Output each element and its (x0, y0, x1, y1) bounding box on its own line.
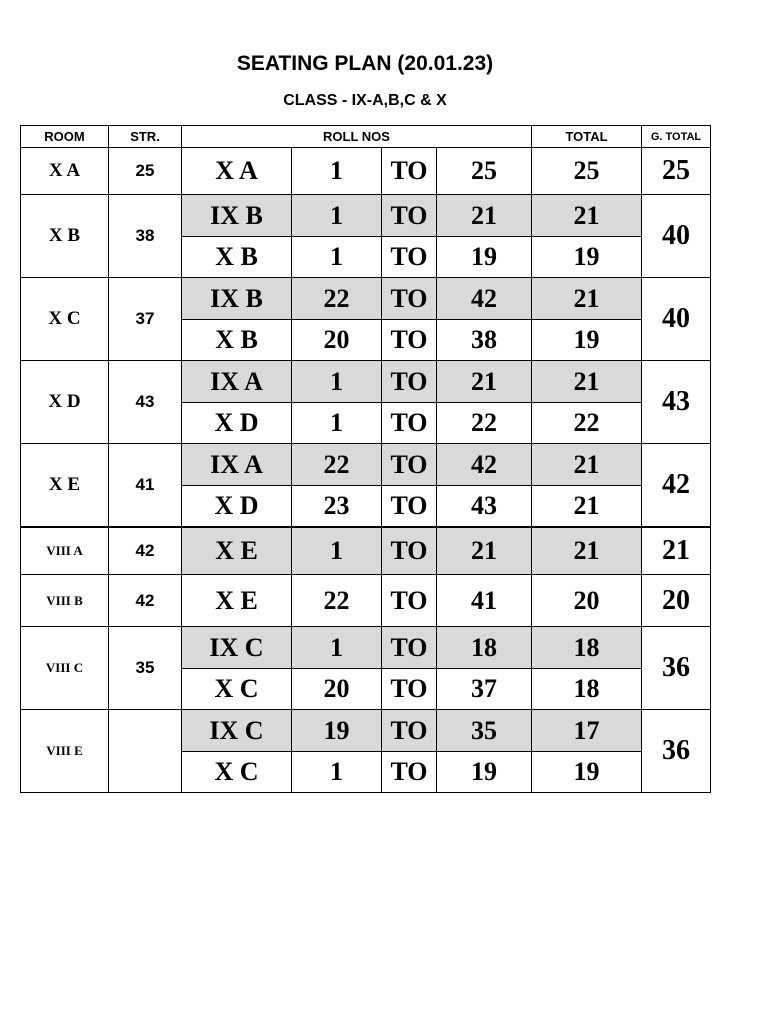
roll-to-cell: 38 (437, 320, 532, 361)
class-cell: X E (182, 575, 292, 627)
class-cell: X E (182, 527, 292, 575)
table-row (21, 527, 711, 575)
to-cell: TO (382, 627, 437, 669)
class-cell: IX A (182, 361, 292, 403)
roll-from-cell: 22 (292, 278, 382, 320)
class-cell: IX A (182, 444, 292, 486)
to-cell: TO (382, 669, 437, 710)
to-cell: TO (382, 444, 437, 486)
roll-from-cell: 1 (292, 361, 382, 403)
class-cell: X C (182, 669, 292, 710)
strength-cell: 41 (109, 444, 182, 528)
grand-total-cell: 36 (642, 627, 711, 710)
grand-total-cell: 21 (642, 527, 711, 575)
strength-cell: 37 (109, 278, 182, 361)
table-row (21, 195, 711, 237)
table-row (21, 361, 711, 403)
to-cell: TO (382, 278, 437, 320)
total-cell: 25 (532, 148, 642, 195)
roll-to-cell: 37 (437, 669, 532, 710)
roll-from-cell: 23 (292, 486, 382, 528)
to-cell: TO (382, 527, 437, 575)
roll-from-cell: 1 (292, 752, 382, 793)
to-cell: TO (382, 403, 437, 444)
roll-from-cell: 19 (292, 710, 382, 752)
class-cell: IX B (182, 195, 292, 237)
class-cell: IX C (182, 627, 292, 669)
to-cell: TO (382, 752, 437, 793)
roll-from-cell: 20 (292, 320, 382, 361)
seating-plan-table (20, 125, 711, 793)
table-row (21, 710, 711, 752)
class-cell: X D (182, 403, 292, 444)
page-subtitle: CLASS - IX-A,B,C & X (283, 92, 447, 109)
class-cell: X A (182, 148, 292, 195)
to-cell: TO (382, 320, 437, 361)
strength-cell (109, 710, 182, 793)
roll-from-cell: 1 (292, 627, 382, 669)
class-cell: X D (182, 486, 292, 528)
strength-cell: 35 (109, 627, 182, 710)
room-cell: VIII A (21, 527, 109, 575)
total-cell: 21 (532, 444, 642, 486)
page-title: SEATING PLAN (20.01.23) (236, 52, 494, 75)
header-grand-total: G. TOTAL (642, 126, 711, 148)
to-cell: TO (382, 148, 437, 195)
class-cell: X C (182, 752, 292, 793)
roll-to-cell: 41 (437, 575, 532, 627)
header-room: ROOM (21, 126, 109, 148)
total-cell: 20 (532, 575, 642, 627)
class-cell: X B (182, 237, 292, 278)
grand-total-cell: 40 (642, 195, 711, 278)
total-cell: 18 (532, 627, 642, 669)
roll-from-cell: 22 (292, 444, 382, 486)
grand-total-cell: 43 (642, 361, 711, 444)
header-strength: STR. (109, 126, 182, 148)
to-cell: TO (382, 237, 437, 278)
total-cell: 19 (532, 752, 642, 793)
roll-from-cell: 1 (292, 237, 382, 278)
strength-cell: 25 (109, 148, 182, 195)
table-row (21, 444, 711, 486)
total-cell: 21 (532, 278, 642, 320)
strength-cell: 43 (109, 361, 182, 444)
total-cell: 22 (532, 403, 642, 444)
header-roll-nos: ROLL NOS (182, 126, 532, 148)
roll-to-cell: 43 (437, 486, 532, 528)
table-row (21, 278, 711, 320)
strength-cell: 42 (109, 575, 182, 627)
room-cell: VIII B (21, 575, 109, 627)
room-cell: X C (21, 278, 109, 361)
class-cell: IX B (182, 278, 292, 320)
to-cell: TO (382, 575, 437, 627)
total-cell: 21 (532, 361, 642, 403)
total-cell: 19 (532, 320, 642, 361)
roll-to-cell: 21 (437, 361, 532, 403)
table-row (21, 148, 711, 195)
roll-to-cell: 19 (437, 752, 532, 793)
roll-to-cell: 21 (437, 195, 532, 237)
room-cell: X D (21, 361, 109, 444)
roll-to-cell: 19 (437, 237, 532, 278)
roll-to-cell: 18 (437, 627, 532, 669)
grand-total-cell: 25 (642, 148, 711, 195)
total-cell: 17 (532, 710, 642, 752)
to-cell: TO (382, 195, 437, 237)
header-total: TOTAL (532, 126, 642, 148)
to-cell: TO (382, 361, 437, 403)
room-cell: X B (21, 195, 109, 278)
roll-to-cell: 22 (437, 403, 532, 444)
room-cell: X A (21, 148, 109, 195)
total-cell: 18 (532, 669, 642, 710)
grand-total-cell: 20 (642, 575, 711, 627)
roll-to-cell: 35 (437, 710, 532, 752)
to-cell: TO (382, 710, 437, 752)
roll-from-cell: 20 (292, 669, 382, 710)
to-cell: TO (382, 486, 437, 528)
roll-to-cell: 42 (437, 444, 532, 486)
roll-from-cell: 1 (292, 148, 382, 195)
total-cell: 19 (532, 237, 642, 278)
class-cell: X B (182, 320, 292, 361)
strength-cell: 38 (109, 195, 182, 278)
roll-from-cell: 1 (292, 527, 382, 575)
room-cell: VIII C (21, 627, 109, 710)
total-cell: 21 (532, 486, 642, 528)
table-row (21, 575, 711, 627)
room-cell: X E (21, 444, 109, 528)
roll-from-cell: 1 (292, 195, 382, 237)
room-cell: VIII E (21, 710, 109, 793)
grand-total-cell: 40 (642, 278, 711, 361)
roll-from-cell: 1 (292, 403, 382, 444)
total-cell: 21 (532, 195, 642, 237)
roll-to-cell: 21 (437, 527, 532, 575)
roll-to-cell: 42 (437, 278, 532, 320)
table-header-row (21, 126, 711, 148)
grand-total-cell: 36 (642, 710, 711, 793)
roll-to-cell: 25 (437, 148, 532, 195)
strength-cell: 42 (109, 527, 182, 575)
grand-total-cell: 42 (642, 444, 711, 528)
total-cell: 21 (532, 527, 642, 575)
roll-from-cell: 22 (292, 575, 382, 627)
table-row (21, 627, 711, 669)
class-cell: IX C (182, 710, 292, 752)
